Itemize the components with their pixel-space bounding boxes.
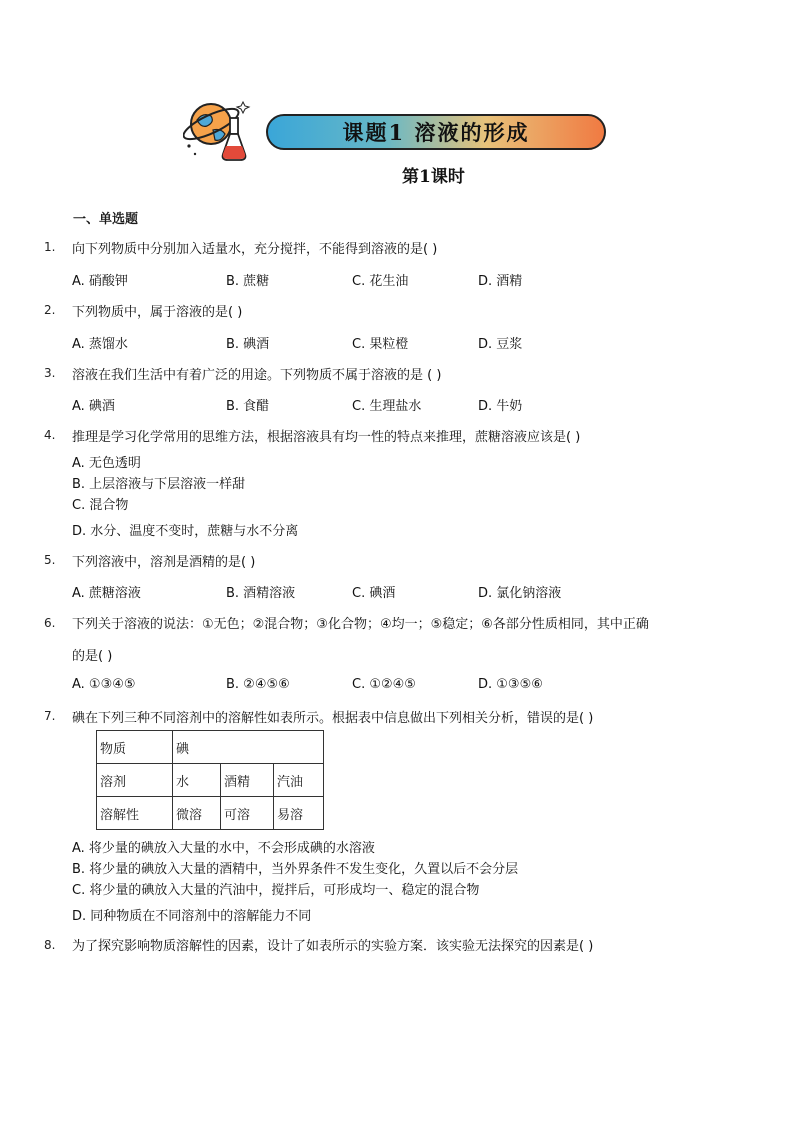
option: D. 氯化钠溶液 — [478, 586, 562, 601]
option: A. 将少量的碘放入大量的水中，不会形成碘的水溶液 — [72, 841, 375, 856]
question-number: 4. — [44, 428, 56, 442]
question-number: 3. — [44, 366, 56, 380]
question-text: 向下列物质中分别加入适量水，充分搅拌，不能得到溶液的是( ) — [72, 242, 438, 257]
option: B. 蔗糖 — [226, 274, 270, 289]
option: D. ①③⑤⑥ — [478, 677, 543, 692]
page-title: 课题1 溶液的形成 — [342, 120, 530, 145]
table-cell: 水 — [173, 764, 221, 797]
option: A. 蔗糖溶液 — [72, 586, 141, 601]
page-subtitle: 第1课时 — [402, 167, 465, 187]
table-row — [97, 731, 324, 764]
question-number: 6. — [44, 616, 56, 630]
option: D. 牛奶 — [478, 399, 523, 414]
option: C. 将少量的碘放入大量的汽油中，搅拌后，可形成均一、稳定的混合物 — [72, 883, 480, 898]
option: C. 碘酒 — [352, 586, 396, 601]
question-number: 7. — [44, 709, 56, 723]
table-cell: 汽油 — [274, 764, 324, 797]
option: B. 食醋 — [226, 399, 270, 414]
question-number: 1. — [44, 240, 56, 254]
table-cell: 酒精 — [221, 764, 274, 797]
option: A. 碘酒 — [72, 399, 115, 414]
option: B. ②④⑤⑥ — [226, 677, 290, 692]
option: A. ①③④⑤ — [72, 677, 136, 692]
option: B. 酒精溶液 — [226, 586, 296, 601]
question-text: 为了探究影响物质溶解性的因素，设计了如表所示的实验方案．该实验无法探究的因素是( ) — [72, 939, 594, 954]
option: C. 混合物 — [72, 498, 129, 513]
option: B. 将少量的碘放入大量的酒精中，当外界条件不发生变化，久置以后不会分层 — [72, 862, 519, 877]
question-number: 8. — [44, 938, 56, 952]
question-text: 下列物质中，属于溶液的是( ) — [72, 305, 243, 320]
question-text: 推理是学习化学常用的思维方法，根据溶液具有均一性的特点来推理，蔗糖溶液应该是( ) — [72, 430, 581, 445]
question-text: 下列关于溶液的说法：①无色；②混合物；③化合物；④均一；⑤稳定；⑥各部分性质相同，其中正确 — [72, 617, 649, 632]
table-cell: 碘 — [173, 731, 324, 764]
question-text: 下列溶液中，溶剂是酒精的是( ) — [72, 555, 256, 570]
option: A. 硝酸钾 — [72, 274, 128, 289]
solubility-table — [96, 730, 324, 830]
option: D. 酒精 — [478, 274, 523, 289]
option: B. 上层溶液与下层溶液一样甜 — [72, 477, 246, 492]
option: C. ①②④⑤ — [352, 677, 416, 692]
question-number: 2. — [44, 303, 56, 317]
question-text: 溶液在我们生活中有着广泛的用途。下列物质不属于溶液的是 ( ) — [72, 368, 442, 383]
option: C. 生理盐水 — [352, 399, 422, 414]
option: C. 花生油 — [352, 274, 409, 289]
option: C. 果粒橙 — [352, 337, 409, 352]
table-row — [97, 797, 324, 830]
table-cell: 溶剂 — [97, 764, 173, 797]
question-text: 碘在下列三种不同溶剂中的溶解性如表所示。根据表中信息做出下列相关分析，错误的是( ) — [72, 711, 594, 726]
option: A. 蒸馏水 — [72, 337, 128, 352]
question-number: 5. — [44, 553, 56, 567]
option: D. 水分、温度不变时，蔗糖与水不分离 — [72, 524, 299, 539]
table-cell: 易溶 — [274, 797, 324, 830]
globe-flask-icon — [183, 96, 255, 168]
table-cell: 溶解性 — [97, 797, 173, 830]
option: D. 同种物质在不同溶剂中的溶解能力不同 — [72, 909, 312, 924]
option: D. 豆浆 — [478, 337, 523, 352]
section-title: 一、单选题 — [73, 212, 139, 227]
table-cell: 微溶 — [173, 797, 221, 830]
table-cell: 物质 — [97, 731, 173, 764]
question-text-continued: 的是( ) — [72, 649, 113, 664]
table-cell: 可溶 — [221, 797, 274, 830]
title-banner — [266, 114, 606, 150]
option: B. 碘酒 — [226, 337, 270, 352]
table-row — [97, 764, 324, 797]
option: A. 无色透明 — [72, 456, 141, 471]
